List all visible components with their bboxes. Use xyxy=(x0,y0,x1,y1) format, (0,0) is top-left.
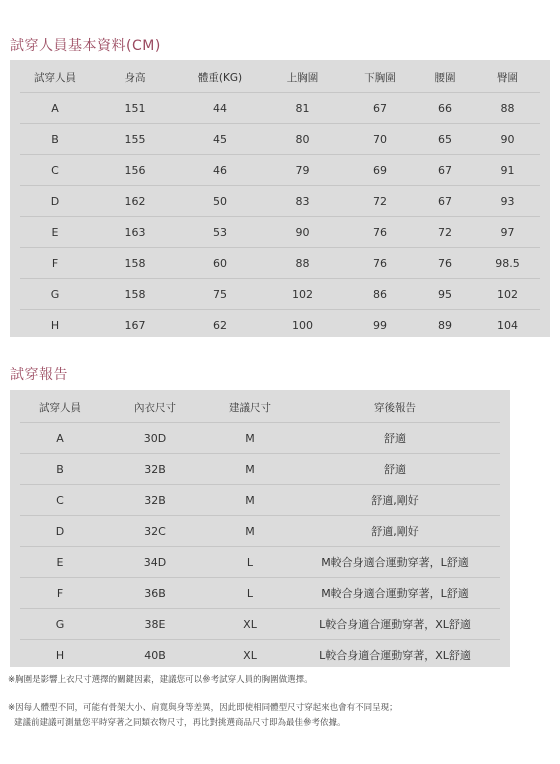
table-cell: 155 xyxy=(90,124,180,155)
table-cell: 53 xyxy=(180,217,260,248)
note-measure-advice: 建議前建議可測量您平時穿著之同類衣物尺寸，再比對挑選商品尺寸即為最佳參考依據。 xyxy=(14,718,346,728)
fitting-report-panel xyxy=(10,390,510,667)
table-cell: F xyxy=(20,578,100,609)
table-cell: 32C xyxy=(100,516,210,547)
basic-info-table xyxy=(20,62,540,340)
column-header: 建議尺寸 xyxy=(210,392,290,423)
table-cell: 151 xyxy=(90,93,180,124)
table-cell: M較合身適合運動穿著，L舒適 xyxy=(290,578,500,609)
table-cell: 38E xyxy=(100,609,210,640)
table-cell: G xyxy=(20,609,100,640)
table-cell: XL xyxy=(243,648,257,662)
table-cell: 40B xyxy=(144,648,166,662)
table-cell: 90 xyxy=(475,124,540,155)
basic-info-panel xyxy=(10,60,550,337)
table-cell: L較合身適合運動穿著，XL舒適 xyxy=(319,649,471,662)
table-cell: 75 xyxy=(180,279,260,310)
table-cell: 97 xyxy=(475,217,540,248)
table-cell: 76 xyxy=(415,248,475,279)
table-cell: 104 xyxy=(497,318,518,332)
table-cell: 89 xyxy=(438,318,452,332)
column-header: 試穿人員 xyxy=(20,392,100,423)
section-title-basic-info: 試穿人員基本資料(CM) xyxy=(10,38,161,54)
table-cell: 156 xyxy=(90,155,180,186)
table-cell: 舒適 xyxy=(290,423,500,454)
table-cell: 80 xyxy=(260,124,345,155)
table-cell: 67 xyxy=(415,155,475,186)
table-cell: L xyxy=(210,578,290,609)
table-header-row xyxy=(20,62,540,93)
table-cell: 舒適,剛好 xyxy=(290,485,500,516)
table-cell: M xyxy=(210,423,290,454)
table-cell: M xyxy=(210,516,290,547)
column-header: 內衣尺寸 xyxy=(100,392,210,423)
table-cell: F xyxy=(20,248,90,279)
table-cell: 45 xyxy=(180,124,260,155)
table-row xyxy=(20,248,540,279)
table-cell: 81 xyxy=(260,93,345,124)
table-cell: 60 xyxy=(180,248,260,279)
table-cell: 163 xyxy=(90,217,180,248)
table-cell: 162 xyxy=(90,186,180,217)
table-cell: 79 xyxy=(260,155,345,186)
table-row xyxy=(20,485,500,516)
table-cell: 32B xyxy=(100,485,210,516)
table-row xyxy=(20,454,500,485)
fitting-report-table xyxy=(20,392,500,670)
table-cell: A xyxy=(20,93,90,124)
table-header-row xyxy=(20,392,500,423)
table-cell: G xyxy=(20,279,90,310)
table-cell: D xyxy=(20,186,90,217)
table-cell: 93 xyxy=(475,186,540,217)
table-row xyxy=(20,93,540,124)
table-cell: 102 xyxy=(475,279,540,310)
table-cell: 65 xyxy=(415,124,475,155)
table-cell: 100 xyxy=(292,318,313,332)
column-header: 身高 xyxy=(90,62,180,93)
table-cell: 67 xyxy=(345,93,415,124)
table-cell: 91 xyxy=(475,155,540,186)
table-cell: 90 xyxy=(260,217,345,248)
column-header: 體重(KG) xyxy=(180,62,260,93)
table-cell: 69 xyxy=(345,155,415,186)
table-cell: C xyxy=(20,155,90,186)
column-header: 試穿人員 xyxy=(20,62,90,93)
table-cell: 67 xyxy=(415,186,475,217)
table-cell: 44 xyxy=(180,93,260,124)
table-row xyxy=(20,516,500,547)
table-cell: H xyxy=(55,648,65,662)
table-cell: M較合身適合運動穿著，L舒適 xyxy=(290,547,500,578)
table-cell: 30D xyxy=(100,423,210,454)
column-header: 下胸圍 xyxy=(345,62,415,93)
table-cell: L較合身適合運動穿著，XL舒適 xyxy=(290,609,500,640)
table-cell: L xyxy=(210,547,290,578)
table-row xyxy=(20,578,500,609)
table-cell: 50 xyxy=(180,186,260,217)
table-cell: 62 xyxy=(213,318,227,332)
table-row xyxy=(20,124,540,155)
table-cell: 34D xyxy=(100,547,210,578)
table-cell: B xyxy=(20,124,90,155)
table-cell: XL xyxy=(210,609,290,640)
table-cell: C xyxy=(20,485,100,516)
table-cell: 76 xyxy=(345,248,415,279)
table-cell: 舒適 xyxy=(290,454,500,485)
column-header: 腰圍 xyxy=(415,62,475,93)
table-cell: B xyxy=(20,454,100,485)
table-cell: E xyxy=(20,547,100,578)
table-cell: 167 xyxy=(124,318,146,332)
table-row xyxy=(20,423,500,454)
table-cell: 舒適,剛好 xyxy=(290,516,500,547)
table-cell: 72 xyxy=(345,186,415,217)
note-bust: ※胸圍是影響上衣尺寸選擇的關鍵因素，建議您可以參考試穿人員的胸圍做選擇。 xyxy=(8,675,313,685)
table-cell: 86 xyxy=(345,279,415,310)
table-cell: H xyxy=(50,318,60,332)
table-cell: 158 xyxy=(90,279,180,310)
table-cell: 102 xyxy=(260,279,345,310)
table-cell: 88 xyxy=(475,93,540,124)
table-cell: A xyxy=(20,423,100,454)
note-body-shape: ※因每人體型不同，可能有骨架大小、肩寬與身等差異，因此即使相同體型尺寸穿起來也會有不同呈現； xyxy=(8,703,398,713)
table-cell: 32B xyxy=(100,454,210,485)
table-cell: 72 xyxy=(415,217,475,248)
table-cell: E xyxy=(20,217,90,248)
table-row xyxy=(20,155,540,186)
table-row xyxy=(20,186,540,217)
table-row xyxy=(20,279,540,310)
table-cell: 36B xyxy=(100,578,210,609)
table-cell: M xyxy=(210,485,290,516)
table-row xyxy=(20,217,540,248)
table-cell: 66 xyxy=(415,93,475,124)
column-header: 臀圍 xyxy=(475,62,540,93)
table-cell: 95 xyxy=(415,279,475,310)
table-cell: 88 xyxy=(260,248,345,279)
section-title-fitting-report: 試穿報告 xyxy=(10,367,68,383)
table-cell: 70 xyxy=(345,124,415,155)
table-cell: 158 xyxy=(90,248,180,279)
table-row xyxy=(20,310,540,341)
table-cell: M xyxy=(210,454,290,485)
table-row xyxy=(20,609,500,640)
column-header: 穿後報告 xyxy=(290,392,500,423)
table-cell: 46 xyxy=(180,155,260,186)
table-cell: D xyxy=(20,516,100,547)
table-row xyxy=(20,547,500,578)
table-cell: 76 xyxy=(345,217,415,248)
table-cell: 83 xyxy=(260,186,345,217)
column-header: 上胸圍 xyxy=(260,62,345,93)
table-row xyxy=(20,640,500,671)
table-cell: 98.5 xyxy=(475,248,540,279)
table-cell: 99 xyxy=(373,318,387,332)
